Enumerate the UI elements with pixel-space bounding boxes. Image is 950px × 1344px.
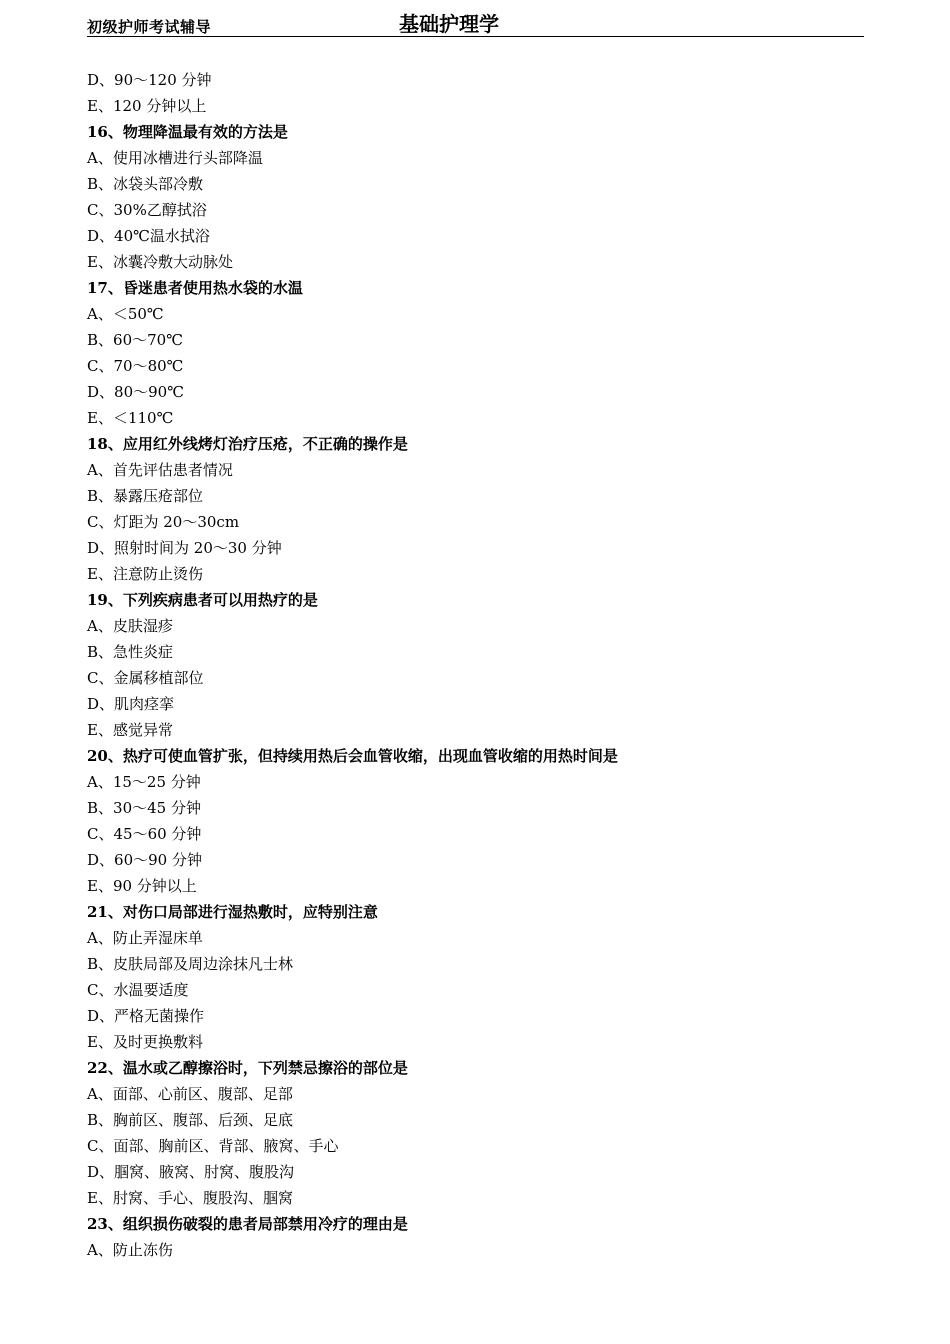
option-text: E、注意防止烫伤 <box>87 565 203 583</box>
option-text: C、30%乙醇拭浴 <box>87 201 207 219</box>
question-text: 16、物理降温最有效的方法是 <box>87 123 288 141</box>
option-text: E、90 分钟以上 <box>87 877 197 895</box>
option-text: E、及时更换敷料 <box>87 1033 203 1051</box>
page-header <box>87 8 864 37</box>
option-text: E、冰囊冷敷大动脉处 <box>87 253 233 271</box>
option-text: B、急性炎症 <box>87 643 174 661</box>
option-text: D、照射时间为 20～30 分钟 <box>87 539 282 557</box>
option-text: E、＜110℃ <box>87 409 174 427</box>
option-text: A、面部、心前区、腹部、足部 <box>87 1085 293 1103</box>
option-text: E、肘窝、手心、腹股沟、腘窝 <box>87 1189 293 1207</box>
option-text: A、使用冰槽进行头部降温 <box>87 149 263 167</box>
option-text: C、45～60 分钟 <box>87 825 202 843</box>
question-text: 20、热疗可使血管扩张，但持续用热后会血管收缩，出现血管收缩的用热时间是 <box>87 747 618 765</box>
option-text: B、60～70℃ <box>87 331 183 349</box>
option-text: D、严格无菌操作 <box>87 1007 205 1025</box>
option-text: D、60～90 分钟 <box>87 851 202 869</box>
question-list <box>87 67 864 1263</box>
option-text: C、70～80℃ <box>87 357 184 375</box>
option-text: C、水温要适度 <box>87 981 189 999</box>
option-text: B、冰袋头部冷敷 <box>87 175 204 193</box>
option-text: A、皮肤湿疹 <box>87 617 173 635</box>
option-text: D、肌肉痉挛 <box>87 695 175 713</box>
option-text: A、＜50℃ <box>87 305 164 323</box>
option-text: D、腘窝、腋窝、肘窝、腹股沟 <box>87 1163 295 1181</box>
option-text: D、90～120 分钟 <box>87 71 212 89</box>
option-text: D、40℃温水拭浴 <box>87 227 210 245</box>
question-text: 21、对伤口局部进行湿热敷时，应特别注意 <box>87 903 378 921</box>
option-text: D、80～90℃ <box>87 383 184 401</box>
option-text: A、首先评估患者情况 <box>87 461 233 479</box>
option-text: E、120 分钟以上 <box>87 97 207 115</box>
option-text: C、灯距为 20～30cm <box>87 513 240 531</box>
option-text: B、暴露压疮部位 <box>87 487 204 505</box>
option-text: A、防止弄湿床单 <box>87 929 203 947</box>
question-text: 22、温水或乙醇擦浴时，下列禁忌擦浴的部位是 <box>87 1059 408 1077</box>
option-text: C、面部、胸前区、背部、腋窝、手心 <box>87 1137 339 1155</box>
option-text: B、30～45 分钟 <box>87 799 201 817</box>
header-subtitle: 初级护师考试辅导 <box>87 18 212 36</box>
option-text: C、金属移植部位 <box>87 669 204 687</box>
header-title: 基础护理学 <box>399 12 499 36</box>
question-text: 18、应用红外线烤灯治疗压疮，不正确的操作是 <box>87 435 408 453</box>
option-text: E、感觉异常 <box>87 721 173 739</box>
option-text: A、15～25 分钟 <box>87 773 201 791</box>
question-text: 23、组织损伤破裂的患者局部禁用冷疗的理由是 <box>87 1215 408 1233</box>
option-text: A、防止冻伤 <box>87 1241 173 1259</box>
question-text: 17、昏迷患者使用热水袋的水温 <box>87 279 303 297</box>
question-text: 19、下列疾病患者可以用热疗的是 <box>87 591 318 609</box>
option-text: B、胸前区、腹部、后颈、足底 <box>87 1111 294 1129</box>
option-text: B、皮肤局部及周边涂抹凡士林 <box>87 955 294 973</box>
